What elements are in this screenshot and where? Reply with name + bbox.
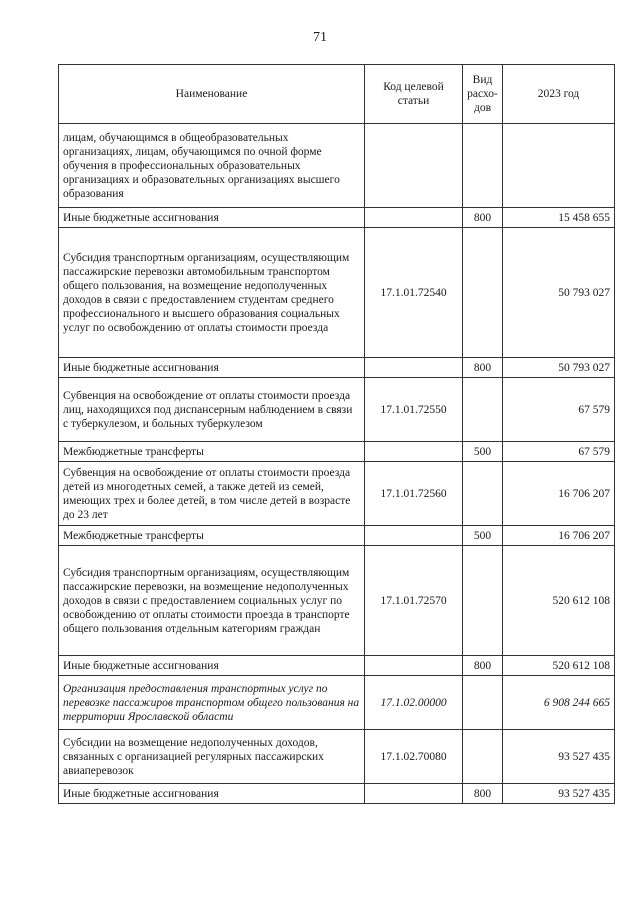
row-exp-type-cell bbox=[463, 676, 503, 730]
row-name-cell: Иные бюджетные ассигнования bbox=[59, 656, 365, 676]
row-name-cell: Субсидия транспортным организациям, осуществляющим пассажирские перевозки автомобильным транспортом общего пользования, на возмещение недополученных доходов в связи с предоставлением студентам среднего профессионального и высшего образования социальных услуг по освобождению от оплаты стоимости проезда bbox=[59, 228, 365, 358]
header-code: Код целевой статьи bbox=[365, 65, 463, 124]
row-code-cell: 17.1.02.70080 bbox=[365, 730, 463, 784]
row-name-cell: Организация предоставления транспортных услуг по перевозке пассажиров транспортом общего пользования на территории Ярославской области bbox=[59, 676, 365, 730]
table-body bbox=[59, 124, 615, 804]
row-exp-type-cell bbox=[463, 462, 503, 526]
row-amount-cell: 6 908 244 665 bbox=[503, 676, 615, 730]
table-row bbox=[59, 656, 615, 676]
row-exp-type-cell: 800 bbox=[463, 784, 503, 804]
row-amount-cell: 520 612 108 bbox=[503, 656, 615, 676]
table-row bbox=[59, 462, 615, 526]
table-row bbox=[59, 676, 615, 730]
table-row bbox=[59, 124, 615, 208]
table-row bbox=[59, 730, 615, 784]
row-amount-cell: 67 579 bbox=[503, 378, 615, 442]
row-code-cell bbox=[365, 526, 463, 546]
row-code-cell bbox=[365, 358, 463, 378]
row-amount-cell: 520 612 108 bbox=[503, 546, 615, 656]
row-code-cell: 17.1.01.72540 bbox=[365, 228, 463, 358]
row-code-cell bbox=[365, 656, 463, 676]
row-name-cell: Субсидия транспортным организациям, осуществляющим пассажирские перевозки, на возмещение недополученных доходов в связи с предоставлением социальных услуг по освобождению от оплаты стоимости проезда в транспорте общего пользования отдельным категориям граждан bbox=[59, 546, 365, 656]
row-code-cell bbox=[365, 784, 463, 804]
header-name: Наименование bbox=[59, 65, 365, 124]
row-exp-type-cell: 800 bbox=[463, 208, 503, 228]
row-code-cell: 17.1.02.00000 bbox=[365, 676, 463, 730]
table-row bbox=[59, 378, 615, 442]
table-row bbox=[59, 526, 615, 546]
row-name-cell: Иные бюджетные ассигнования bbox=[59, 208, 365, 228]
row-name-cell: Субвенция на освобождение от оплаты стоимости проезда детей из многодетных семей, а также детей из семей, имеющих трех и более детей, в том числе детей в возрасте до 23 лет bbox=[59, 462, 365, 526]
table-row bbox=[59, 358, 615, 378]
row-amount-cell bbox=[503, 124, 615, 208]
row-exp-type-cell bbox=[463, 546, 503, 656]
budget-table bbox=[58, 64, 615, 804]
row-amount-cell: 93 527 435 bbox=[503, 784, 615, 804]
row-exp-type-cell bbox=[463, 124, 503, 208]
row-amount-cell: 50 793 027 bbox=[503, 358, 615, 378]
row-amount-cell: 93 527 435 bbox=[503, 730, 615, 784]
row-code-cell: 17.1.01.72570 bbox=[365, 546, 463, 656]
row-code-cell bbox=[365, 208, 463, 228]
table-row bbox=[59, 784, 615, 804]
row-code-cell bbox=[365, 124, 463, 208]
row-name-cell: Субсидии на возмещение недополученных доходов, связанных с организацией регулярных пассажирских авиаперевозок bbox=[59, 730, 365, 784]
table-header-row bbox=[59, 65, 615, 124]
header-exp-type: Вид расхо-дов bbox=[463, 65, 503, 124]
row-name-cell: Межбюджетные трансферты bbox=[59, 526, 365, 546]
table-row bbox=[59, 228, 615, 358]
row-exp-type-cell bbox=[463, 378, 503, 442]
row-name-cell: Иные бюджетные ассигнования bbox=[59, 358, 365, 378]
row-exp-type-cell: 500 bbox=[463, 526, 503, 546]
row-exp-type-cell: 800 bbox=[463, 656, 503, 676]
row-code-cell: 17.1.01.72560 bbox=[365, 462, 463, 526]
row-code-cell: 17.1.01.72550 bbox=[365, 378, 463, 442]
row-amount-cell: 16 706 207 bbox=[503, 526, 615, 546]
table-row bbox=[59, 546, 615, 656]
row-name-cell: Иные бюджетные ассигнования bbox=[59, 784, 365, 804]
row-exp-type-cell: 500 bbox=[463, 442, 503, 462]
row-exp-type-cell: 800 bbox=[463, 358, 503, 378]
table-row bbox=[59, 208, 615, 228]
row-code-cell bbox=[365, 442, 463, 462]
header-year: 2023 год bbox=[503, 65, 615, 124]
row-name-cell: Субвенция на освобождение от оплаты стоимости проезда лиц, находящихся под диспансерным наблюдением в связи с туберкулезом, и больных туберкулезом bbox=[59, 378, 365, 442]
row-exp-type-cell bbox=[463, 228, 503, 358]
row-amount-cell: 15 458 655 bbox=[503, 208, 615, 228]
table-row bbox=[59, 442, 615, 462]
row-exp-type-cell bbox=[463, 730, 503, 784]
row-name-cell: Межбюджетные трансферты bbox=[59, 442, 365, 462]
row-name-cell: лицам, обучающимся в общеобразовательных организациях, лицам, обучающимся по очной форме обучения в профессиональных образовательных организациях и образовательных организациях высшего образования bbox=[59, 124, 365, 208]
row-amount-cell: 16 706 207 bbox=[503, 462, 615, 526]
row-amount-cell: 67 579 bbox=[503, 442, 615, 462]
page-number: 71 bbox=[313, 30, 327, 45]
row-amount-cell: 50 793 027 bbox=[503, 228, 615, 358]
